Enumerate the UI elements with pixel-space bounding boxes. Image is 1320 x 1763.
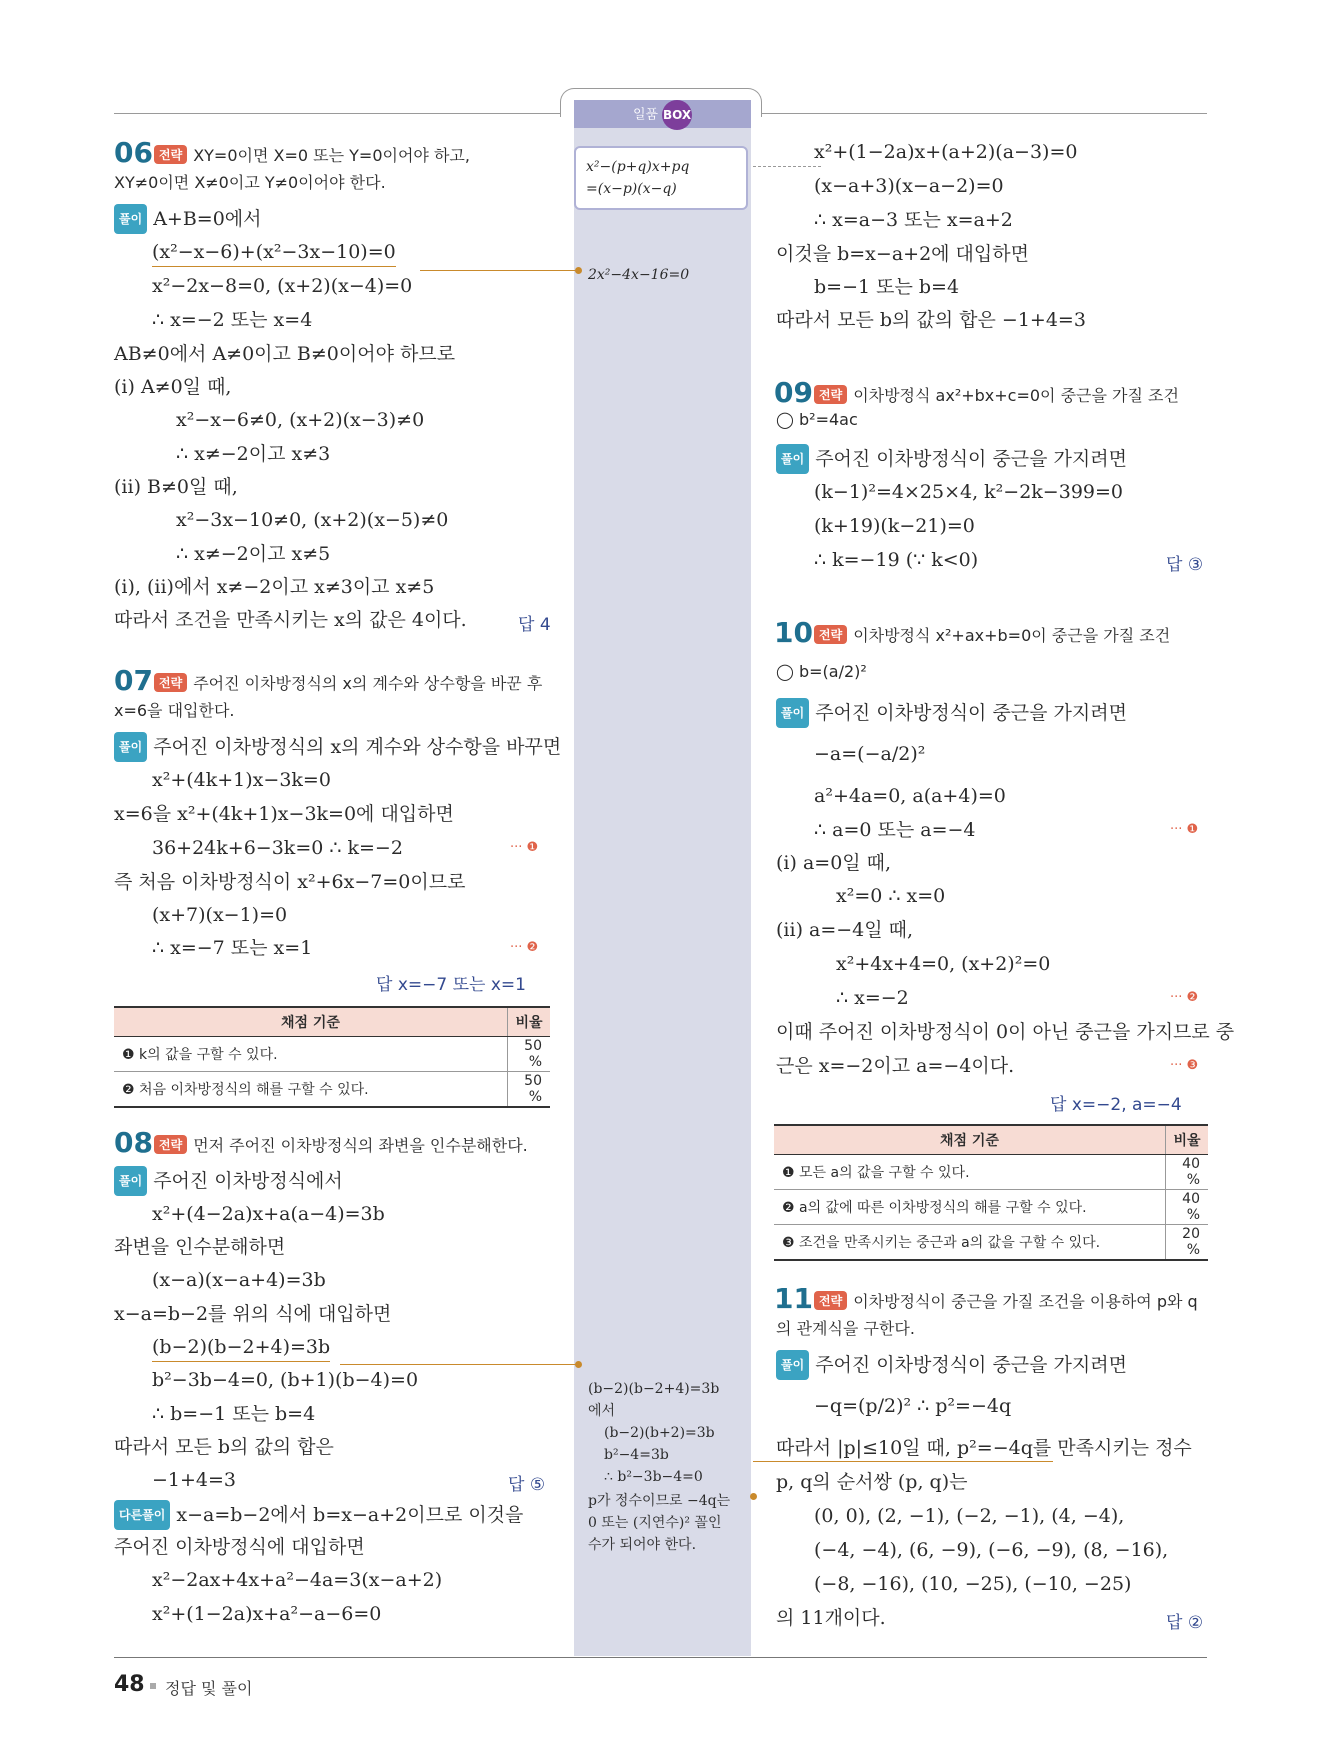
box-note-line: 에서: [588, 1403, 616, 1419]
solution-line: x²=0 ∴ x=0: [836, 885, 946, 907]
solution-line: ∴ x=−2: [836, 987, 909, 1009]
solution-line: (x−a+3)(x−a−2)=0: [814, 175, 1004, 197]
solution-line: x−a=b−2를 위의 식에 대입하면: [114, 1303, 392, 1325]
solution-line: x²+(1−2a)x+a²−a−6=0: [152, 1603, 382, 1625]
solution-line: (−8, −16), (10, −25), (−10, −25): [814, 1573, 1132, 1595]
solution-line: 즉 처음 이차방정식이 x²+6x−7=0이므로: [114, 871, 466, 893]
solution-line: 이것을 b=x−a+2에 대입하면: [776, 243, 1029, 265]
strategy-text: 이차방정식 x²+ax+b=0이 중근을 가질 조건: [853, 626, 1171, 645]
strategy: [814, 623, 1170, 646]
solution-line: (k+19)(k−21)=0: [814, 515, 975, 537]
connector: [753, 166, 821, 167]
box-formula-line: =(x−p)(x−q): [586, 181, 677, 197]
problem-number: 08: [114, 1126, 153, 1159]
strategy-text: ◯ b²=4ac: [776, 410, 858, 429]
solution-line: x=6을 x²+(4k+1)x−3k=0에 대입하면: [114, 803, 454, 825]
table-row: [114, 1072, 550, 1108]
table-header: 채점 기준: [774, 1125, 1166, 1155]
footer-label: 정답 및 풀이: [165, 1679, 253, 1698]
strategy-tag: 전략: [154, 673, 187, 692]
table-header: 비율: [1166, 1125, 1209, 1155]
solution-line: −1+4=3: [152, 1469, 237, 1491]
solution-line: (i), (ii)에서 x≠−2이고 x≠3이고 x≠5: [114, 576, 435, 598]
box-note-line: b²−4=3b: [604, 1447, 669, 1463]
problem-number: 07: [114, 664, 153, 697]
strategy-text: x=6을 대입한다.: [114, 701, 235, 720]
strategy-text: 이차방정식이 중근을 가질 조건을 이용하여 p와 q: [853, 1292, 1198, 1311]
table-cell: ❷ 처음 이차방정식의 해를 구할 수 있다.: [114, 1072, 508, 1108]
footer-bullet: [150, 1683, 156, 1689]
solution-line: 따라서 조건을 만족시키는 x의 값은 4이다.: [114, 609, 467, 631]
box-header: [574, 100, 751, 128]
box-note-11: [588, 1490, 730, 1556]
solution-line: (ii) B≠0일 때,: [114, 476, 238, 498]
step-marker: ··· ❸: [1170, 1058, 1199, 1073]
problem-number: 11: [774, 1282, 813, 1315]
box-note-line: p가 정수이므로 −4q는: [588, 1493, 731, 1509]
solution-line: 이때 주어진 이차방정식이 0이 아닌 중근을 가지므로 중: [776, 1021, 1235, 1043]
solution-line: 따라서 모든 b의 값의 합은: [114, 1436, 334, 1458]
step-marker: ··· ❶: [510, 840, 539, 855]
table-cell: ❷ a의 값에 따른 이차방정식의 해를 구할 수 있다.: [774, 1190, 1166, 1225]
solution-text: A+B=0에서: [153, 208, 262, 230]
solution-line: b²−3b−4=0, (b+1)(b−4)=0: [152, 1369, 419, 1391]
answer: 답 ⑤: [508, 1475, 546, 1495]
solution-line: x²−2ax+4x+a²−4a=3(x−a+2): [152, 1569, 443, 1591]
solution-line: b=−1 또는 b=4: [814, 276, 960, 298]
solution-tag: 풀이: [114, 732, 147, 762]
scoring-table: [114, 1006, 550, 1108]
solution-line: ∴ x=−7 또는 x=1: [152, 937, 313, 959]
table-row: [774, 1155, 1208, 1190]
solution-line: (b−2)(b−2+4)=3b: [152, 1333, 330, 1362]
solution-line: ∴ x≠−2이고 x≠5: [176, 543, 331, 565]
solution-line: [114, 732, 561, 762]
solution-line: ∴ x≠−2이고 x≠3: [176, 443, 331, 465]
solution-tag: 풀이: [114, 1166, 147, 1196]
solution-text: 주어진 이차방정식이 중근을 가지려면: [815, 702, 1127, 724]
strategy: [814, 1289, 1198, 1312]
solution-line: (i) a=0일 때,: [776, 852, 892, 874]
box-note-08: [588, 1378, 719, 1488]
problem-number: 09: [774, 376, 813, 409]
solution-line: −a=(−a/2)²: [814, 743, 926, 765]
solution-line: ∴ x=−2 또는 x=4: [152, 309, 313, 331]
solution-line: x²−2x−8=0, (x+2)(x−4)=0: [152, 275, 413, 297]
step-marker: ··· ❷: [1170, 990, 1199, 1005]
problem-number: 10: [774, 616, 813, 649]
table-row: [774, 1190, 1208, 1225]
solution-line: (0, 0), (2, −1), (−2, −1), (4, −4),: [814, 1505, 1125, 1527]
solution-line: [776, 1350, 1127, 1380]
strategy: [154, 671, 542, 694]
solution-line: ∴ x=a−3 또는 x=a+2: [814, 209, 1013, 231]
solution-line: (x−a)(x−a+4)=3b: [152, 1269, 326, 1291]
solution-line: 36+24k+6−3k=0 ∴ k=−2: [152, 837, 403, 859]
problem-number: 06: [114, 136, 153, 169]
solution-line: x²−x−6≠0, (x+2)(x−3)≠0: [176, 409, 425, 431]
solution-line: 주어진 이차방정식에 대입하면: [114, 1536, 365, 1558]
answer: 답 ③: [1166, 555, 1204, 575]
solution-tag: 풀이: [114, 204, 147, 234]
solution-line: [114, 204, 262, 234]
box-note: 2x²−4x−16=0: [588, 267, 690, 283]
strategy-tag: 전략: [814, 385, 847, 404]
solution-line: (−4, −4), (6, −9), (−6, −9), (8, −16),: [814, 1539, 1169, 1561]
solution-line: x²+(1−2a)x+(a+2)(a−3)=0: [814, 141, 1078, 163]
solution-line: (k−1)²=4×25×4, k²−2k−399=0: [814, 481, 1124, 503]
answer: 답 4: [518, 615, 551, 635]
step-marker: ··· ❷: [510, 940, 539, 955]
strategy-text: 의 관계식을 구한다.: [776, 1319, 915, 1338]
solution-line: [776, 698, 1127, 728]
solution-tag: 풀이: [776, 444, 809, 474]
solution-line: p, q의 순서쌍 (p, q)는: [776, 1471, 968, 1493]
scoring-table: [774, 1124, 1208, 1261]
box-note-line: ∴ b²−3b−4=0: [604, 1469, 703, 1485]
alt-solution-line: [114, 1500, 523, 1530]
solution-line: ∴ a=0 또는 a=−4: [814, 819, 976, 841]
table-row: [774, 1225, 1208, 1261]
solution-line: ∴ k=−19 (∵ k<0): [814, 549, 979, 571]
solution-line: 근은 x=−2이고 a=−4이다.: [776, 1055, 1015, 1077]
table-cell: 50 %: [508, 1037, 551, 1072]
solution-text: 주어진 이차방정식의 x의 계수와 상수항을 바꾸면: [153, 736, 562, 758]
solution-text: 주어진 이차방정식이 중근을 가지려면: [815, 1354, 1127, 1376]
table-cell: 20 %: [1166, 1225, 1209, 1261]
answer: 답 ②: [1166, 1613, 1204, 1633]
footer-rule: [114, 1657, 1207, 1658]
page-number: 48: [114, 1672, 145, 1697]
solution-text: 주어진 이차방정식에서: [153, 1170, 343, 1192]
table-header: 채점 기준: [114, 1007, 508, 1037]
table-header: 비율: [508, 1007, 551, 1037]
box-note-line: 0 또는 (지연수)² 꼴인: [588, 1515, 722, 1531]
solution-line: [776, 444, 1127, 474]
table-cell: ❸ 조건을 만족시키는 중근과 a의 값을 구할 수 있다.: [774, 1225, 1166, 1261]
connector-dot: [575, 267, 582, 274]
table-cell: 50 %: [508, 1072, 551, 1108]
table-cell: ❶ k의 값을 구할 수 있다.: [114, 1037, 508, 1072]
solution-line: (ii) a=−4일 때,: [776, 919, 914, 941]
table-cell: 40 %: [1166, 1155, 1209, 1190]
box-formula-card: [574, 146, 748, 210]
strategy-tag: 전략: [814, 1291, 847, 1310]
box-note-line: (b−2)(b+2)=3b: [604, 1425, 715, 1441]
connector: [420, 270, 578, 271]
solution-line: [114, 1166, 343, 1196]
solution-tag: 풀이: [776, 1350, 809, 1380]
strategy-tag: 전략: [154, 145, 187, 164]
box-label: 일품: [632, 107, 659, 123]
box-note-line: (b−2)(b−2+4)=3b: [588, 1381, 720, 1397]
box-formula-line: x²−(p+q)x+pq: [586, 159, 690, 175]
solution-line: (x+7)(x−1)=0: [152, 904, 288, 926]
solution-line: a²+4a=0, a(a+4)=0: [814, 785, 1006, 807]
strategy-text: 먼저 주어진 이차방정식의 좌변을 인수분해한다.: [193, 1136, 528, 1155]
solution-line: 좌변을 인수분해하면: [114, 1236, 286, 1258]
strategy-text: XY=0이면 X=0 또는 Y=0이어야 하고,: [193, 146, 470, 165]
strategy: [814, 383, 1179, 406]
box-badge: BOX: [662, 100, 692, 130]
solution-line: AB≠0에서 A≠0이고 B≠0이어야 하므로: [114, 343, 456, 365]
strategy-tag: 전략: [814, 625, 847, 644]
solution-line: x²−3x−10≠0, (x+2)(x−5)≠0: [176, 509, 449, 531]
connector-dot: [575, 1361, 582, 1368]
strategy-text: 주어진 이차방정식의 x의 계수와 상수항을 바꾼 후: [193, 674, 543, 693]
strategy: [154, 143, 470, 166]
answer: 답 x=−2, a=−4: [1050, 1095, 1182, 1115]
solution-line: −q=(p/2)² ∴ p²=−4q: [814, 1395, 1012, 1417]
solution-line: (i) A≠0일 때,: [114, 376, 232, 398]
connector: [340, 1364, 578, 1365]
solution-line: (x²−x−6)+(x²−3x−10)=0: [152, 238, 396, 267]
table-cell: ❶ 모든 a의 값을 구할 수 있다.: [774, 1155, 1166, 1190]
answer: 답 x=−7 또는 x=1: [376, 975, 526, 995]
strategy: [154, 1133, 528, 1156]
table-cell: 40 %: [1166, 1190, 1209, 1225]
solution-line: 의 11개이다.: [776, 1607, 886, 1629]
solution-line: x²+4x+4=0, (x+2)²=0: [836, 953, 1051, 975]
solution-line: x²+(4−2a)x+a(a−4)=3b: [152, 1203, 385, 1225]
solution-tag: 풀이: [776, 698, 809, 728]
step-marker: ··· ❶: [1170, 822, 1199, 837]
solution-line: 따라서 모든 b의 값의 합은 −1+4=3: [776, 309, 1086, 331]
box-note-line: 수가 되어야 한다.: [588, 1537, 697, 1553]
strategy-text: ◯ b=(a/2)²: [776, 662, 867, 681]
solution-line: ∴ b=−1 또는 b=4: [152, 1403, 316, 1425]
solution-line: 따라서 |p|≤10일 때, p²=−4q를 만족시키는 정수: [776, 1437, 1192, 1459]
strategy-text: XY≠0이면 X≠0이고 Y≠0이어야 한다.: [114, 173, 386, 192]
strategy-tag: 전략: [154, 1135, 187, 1154]
table-row: [114, 1037, 550, 1072]
solution-line: x²+(4k+1)x−3k=0: [152, 769, 331, 791]
connector-dot: [750, 1493, 757, 1500]
solution-text: 주어진 이차방정식이 중근을 가지려면: [815, 448, 1127, 470]
alt-solution-tag: 다른풀이: [114, 1500, 170, 1530]
strategy-text: 이차방정식 ax²+bx+c=0이 중근을 가질 조건: [853, 386, 1179, 405]
solution-text: x−a=b−2에서 b=x−a+2이므로 이것을: [176, 1504, 524, 1526]
